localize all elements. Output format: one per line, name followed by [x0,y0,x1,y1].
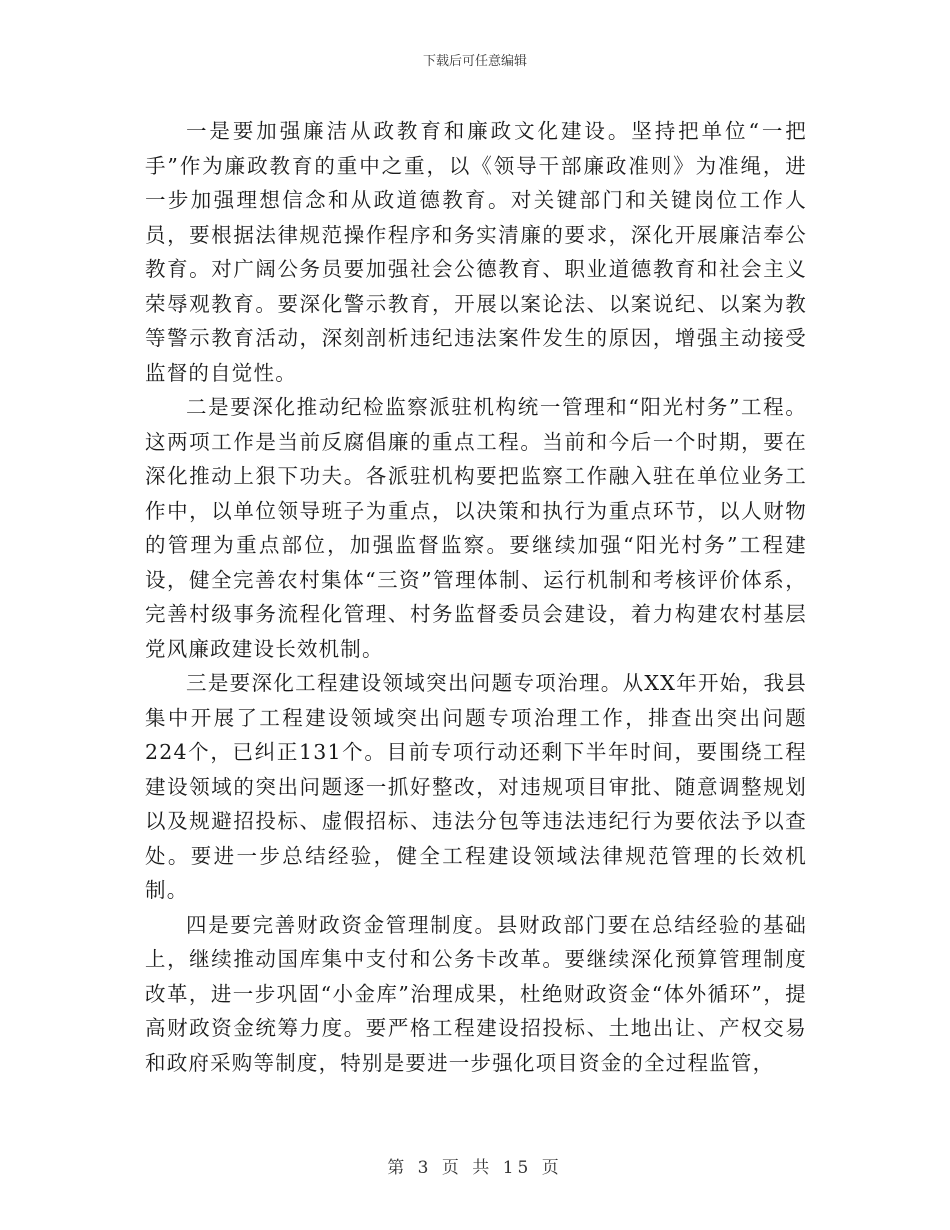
paragraph-4: 四是要完善财政资金管理制度。县财政部门要在总结经验的基础上，继续推动国库集中支付和公务卡改革。要继续深化预算管理制度改革，进一步巩固“小金库”治理成果，杜绝财政资金“体外循环”，提高财政资金统筹力度。要严格工程建设招投标、土地出让、产权交易和政府采购等制度，特别是要进一步强化项目资金的全过程监管， [145,912,807,1075]
document-body [145,114,807,1080]
paragraph-3: 三是要深化工程建设领域突出问题专项治理。从XX年开始，我县集中开展了工程建设领域突出问题专项治理工作，排查出突出问题224个，已纠正131个。目前专项行动还剩下半年时间，要围绕工程建设领域的突出问题逐一抓好整改，对违规项目审批、随意调整规划以及规避招投标、虚假招标、违法分包等违法违纪行为要依法予以查处。要进一步总结经验，健全工程建设领域法律规范管理的长效机制。 [145,671,807,902]
paragraph-2: 二是要深化推动纪检监察派驻机构统一管理和“阳光村务”工程。这两项工作是当前反腐倡廉的重点工程。当前和今后一个时期，要在深化推动上狠下功夫。各派驻机构要把监察工作融入驻在单位业务工作中，以单位领导班子为重点，以决策和执行为重点环节，以人财物的管理为重点部位，加强监督监察。要继续加强“阳光村务”工程建设，健全完善农村集体“三资”管理体制、运行机制和考核评价体系，完善村级事务流程化管理、村务监督委员会建设，着力构建农村基层党风廉政建设长效机制。 [145,395,807,661]
paragraph-1: 一是要加强廉洁从政教育和廉政文化建设。坚持把单位“一把手”作为廉政教育的重中之重，以《领导干部廉政准则》为准绳，进一步加强理想信念和从政道德教育。对关键部门和关键岗位工作人员，要根据法律规范操作程序和务实清廉的要求，深化开展廉洁奉公教育。对广阔公务员要加强社会公德教育、职业道德教育和社会主义荣辱观教育。要深化警示教育，开展以案论法、以案说纪、以案为教等警示教育活动，深刻剖析违纪违法案件发生的原因，增强主动接受监督的自觉性。 [145,119,807,385]
page-number-footer: 第 3 页 共 15 页 [387,1158,563,1178]
page-header: 下载后可任意编辑 [422,54,527,69]
